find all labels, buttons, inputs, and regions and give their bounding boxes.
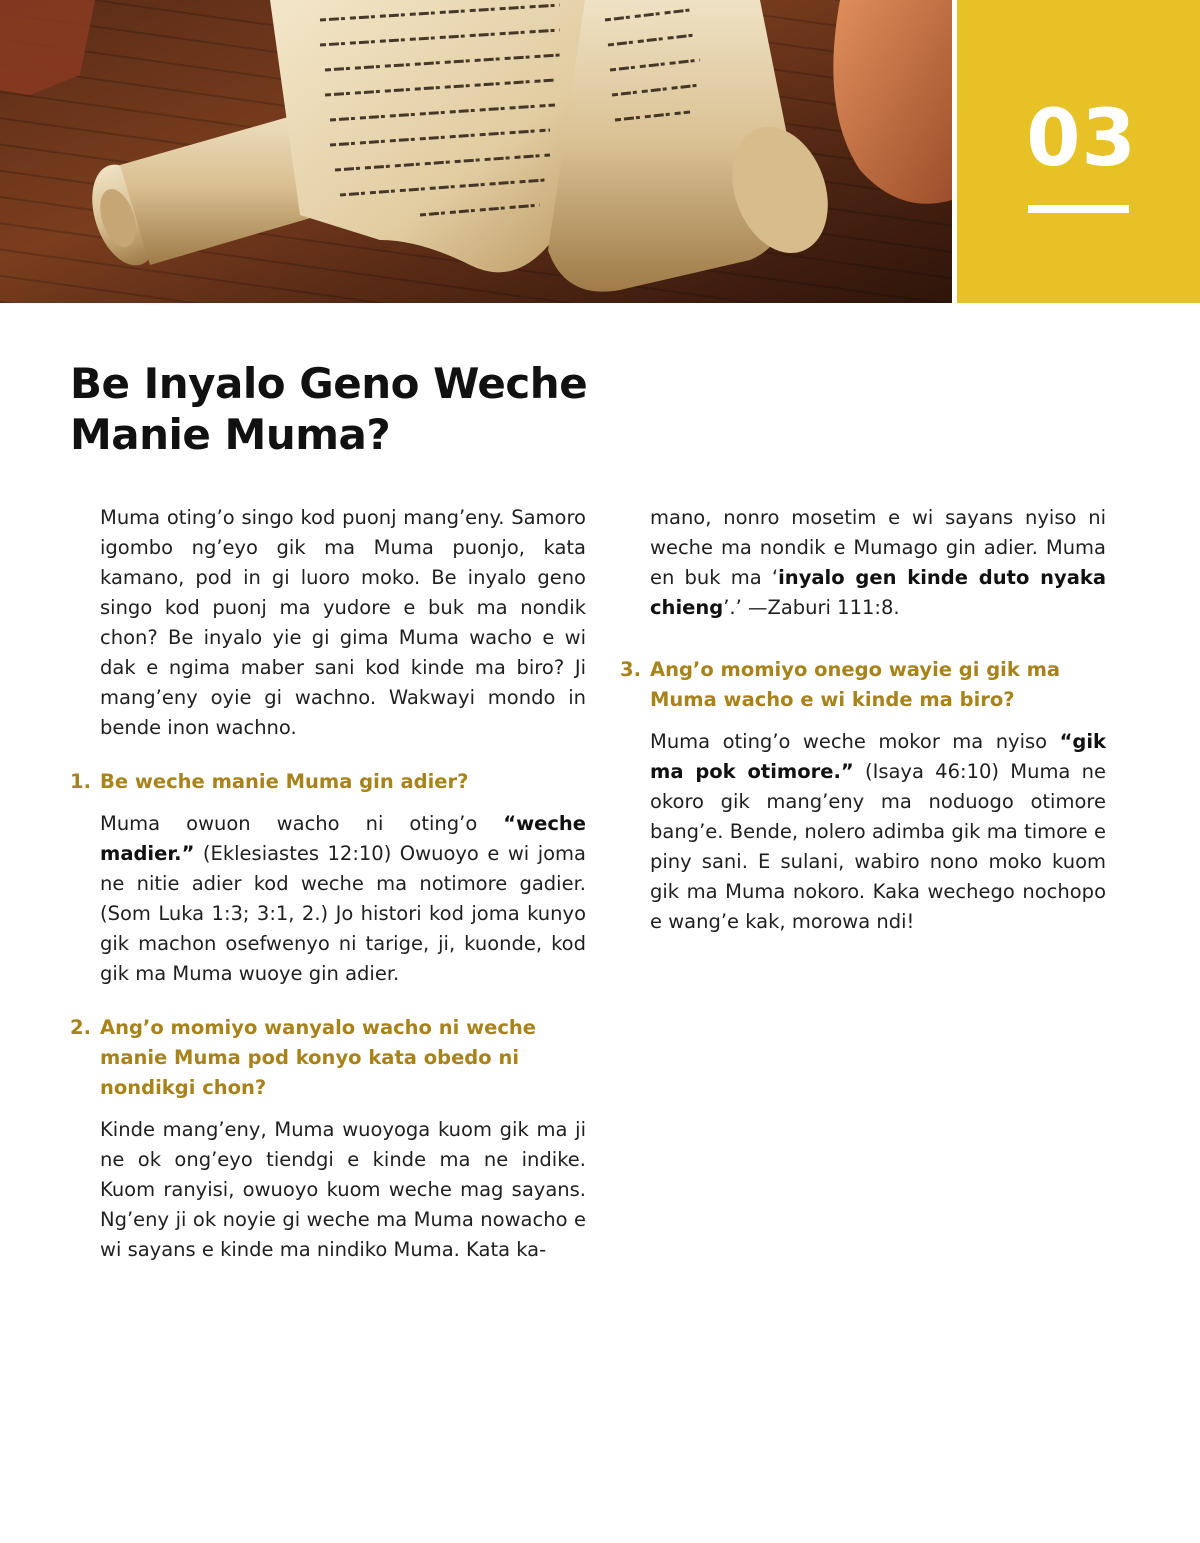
question-2-text: Ang’o momiyo wanyalo wacho ni weche manie Muma pod konyo kata obedo ni nondikgi chon?	[100, 1016, 536, 1099]
answer-3	[650, 727, 1106, 937]
question-3-number: 3.	[620, 658, 641, 681]
question-1	[70, 767, 586, 797]
left-column	[70, 503, 586, 1265]
answer-3-quote: “gik ma pok otimore.”	[650, 730, 1106, 783]
hero-image-scrolls	[0, 0, 952, 303]
answer-3-text-b: (Isaya 46:10) Muma ne okoro gik mang’eny ma noduogo otimore bang’e. Bende, nolero adimba gik ma timore e piny sani. E sulani, wabiro nono moko kuom gik ma Muma nokoro. Kaka wechego nochopo e wang’e kak, morowa ndi!	[650, 760, 1107, 933]
right-column	[620, 503, 1106, 937]
question-1-text: Be weche manie Muma gin adier?	[100, 770, 469, 793]
chapter-number: 03	[1026, 94, 1137, 184]
answer-2-part-2	[650, 503, 1106, 623]
question-1-number: 1.	[70, 770, 91, 793]
chapter-underline	[1028, 205, 1129, 213]
answer-1-text-a: Muma owuon wacho ni oting’o	[100, 812, 504, 835]
intro-paragraph: Muma oting’o singo kod puonj mang’eny. Samoro igombo ng’eyo gik ma Muma puonjo, kata kamano, pod in gi luoro moko. Be inyalo geno singo kod puonj ma yudore e buk ma nondik chon? Be inyalo yie gi gima Muma wacho e wi dak e ngima maber sani kod kinde ma biro? Ji mang’eny oyie gi wachno. Wakwayi mondo in bende inon wachno.	[100, 506, 586, 739]
chapter-badge	[957, 0, 1200, 303]
answer-2-part-1: Kinde mang’eny, Muma wuoyoga kuom gik ma ji ne ok ong’eyo tiendgi e kinde ma ne indike. Kuom ranyisi, owuoyo kuom weche mag sayans. Ng’eny ji ok noyie gi weche ma Muma nowacho e wi sayans e kinde ma nindiko Muma. Kata ka-	[100, 1118, 586, 1261]
question-3	[620, 655, 1106, 715]
question-3-text: Ang’o momiyo onego wayie gi gik ma Muma wacho e wi kinde ma biro?	[650, 658, 1061, 711]
answer-2-text-a: mano, nonro mosetim e wi sayans nyiso ni weche ma nondik e Mumago gin adier. Muma en buk ma ‘	[650, 506, 1106, 589]
answer-1-text-b: (Eklesiastes 12:10) Owuoyo e wi joma ne nitie adier kod weche ma notimore gadier. (Som Luka 1:3; 3:1, 2.) Jo histori kod joma kunyo gik machon osefwenyo ni tarige, ji, kuonde, kod gik ma Muma wuoye gin adier.	[100, 842, 586, 985]
question-2-number: 2.	[70, 1016, 91, 1039]
answer-3-text-a: Muma oting’o weche mokor ma nyiso	[650, 730, 1060, 753]
answer-2-quote: inyalo gen kinde duto nyaka chieng	[650, 566, 1107, 619]
answer-1-quote: “weche madier.”	[100, 812, 586, 865]
scrolls-illustration	[0, 0, 952, 303]
answer-2-text-b: ’.’ —Zaburi 111:8.	[723, 596, 900, 619]
answer-1	[100, 809, 586, 989]
page-title: Be Inyalo Geno Weche Manie Muma?	[70, 359, 588, 459]
question-2	[70, 1013, 586, 1103]
